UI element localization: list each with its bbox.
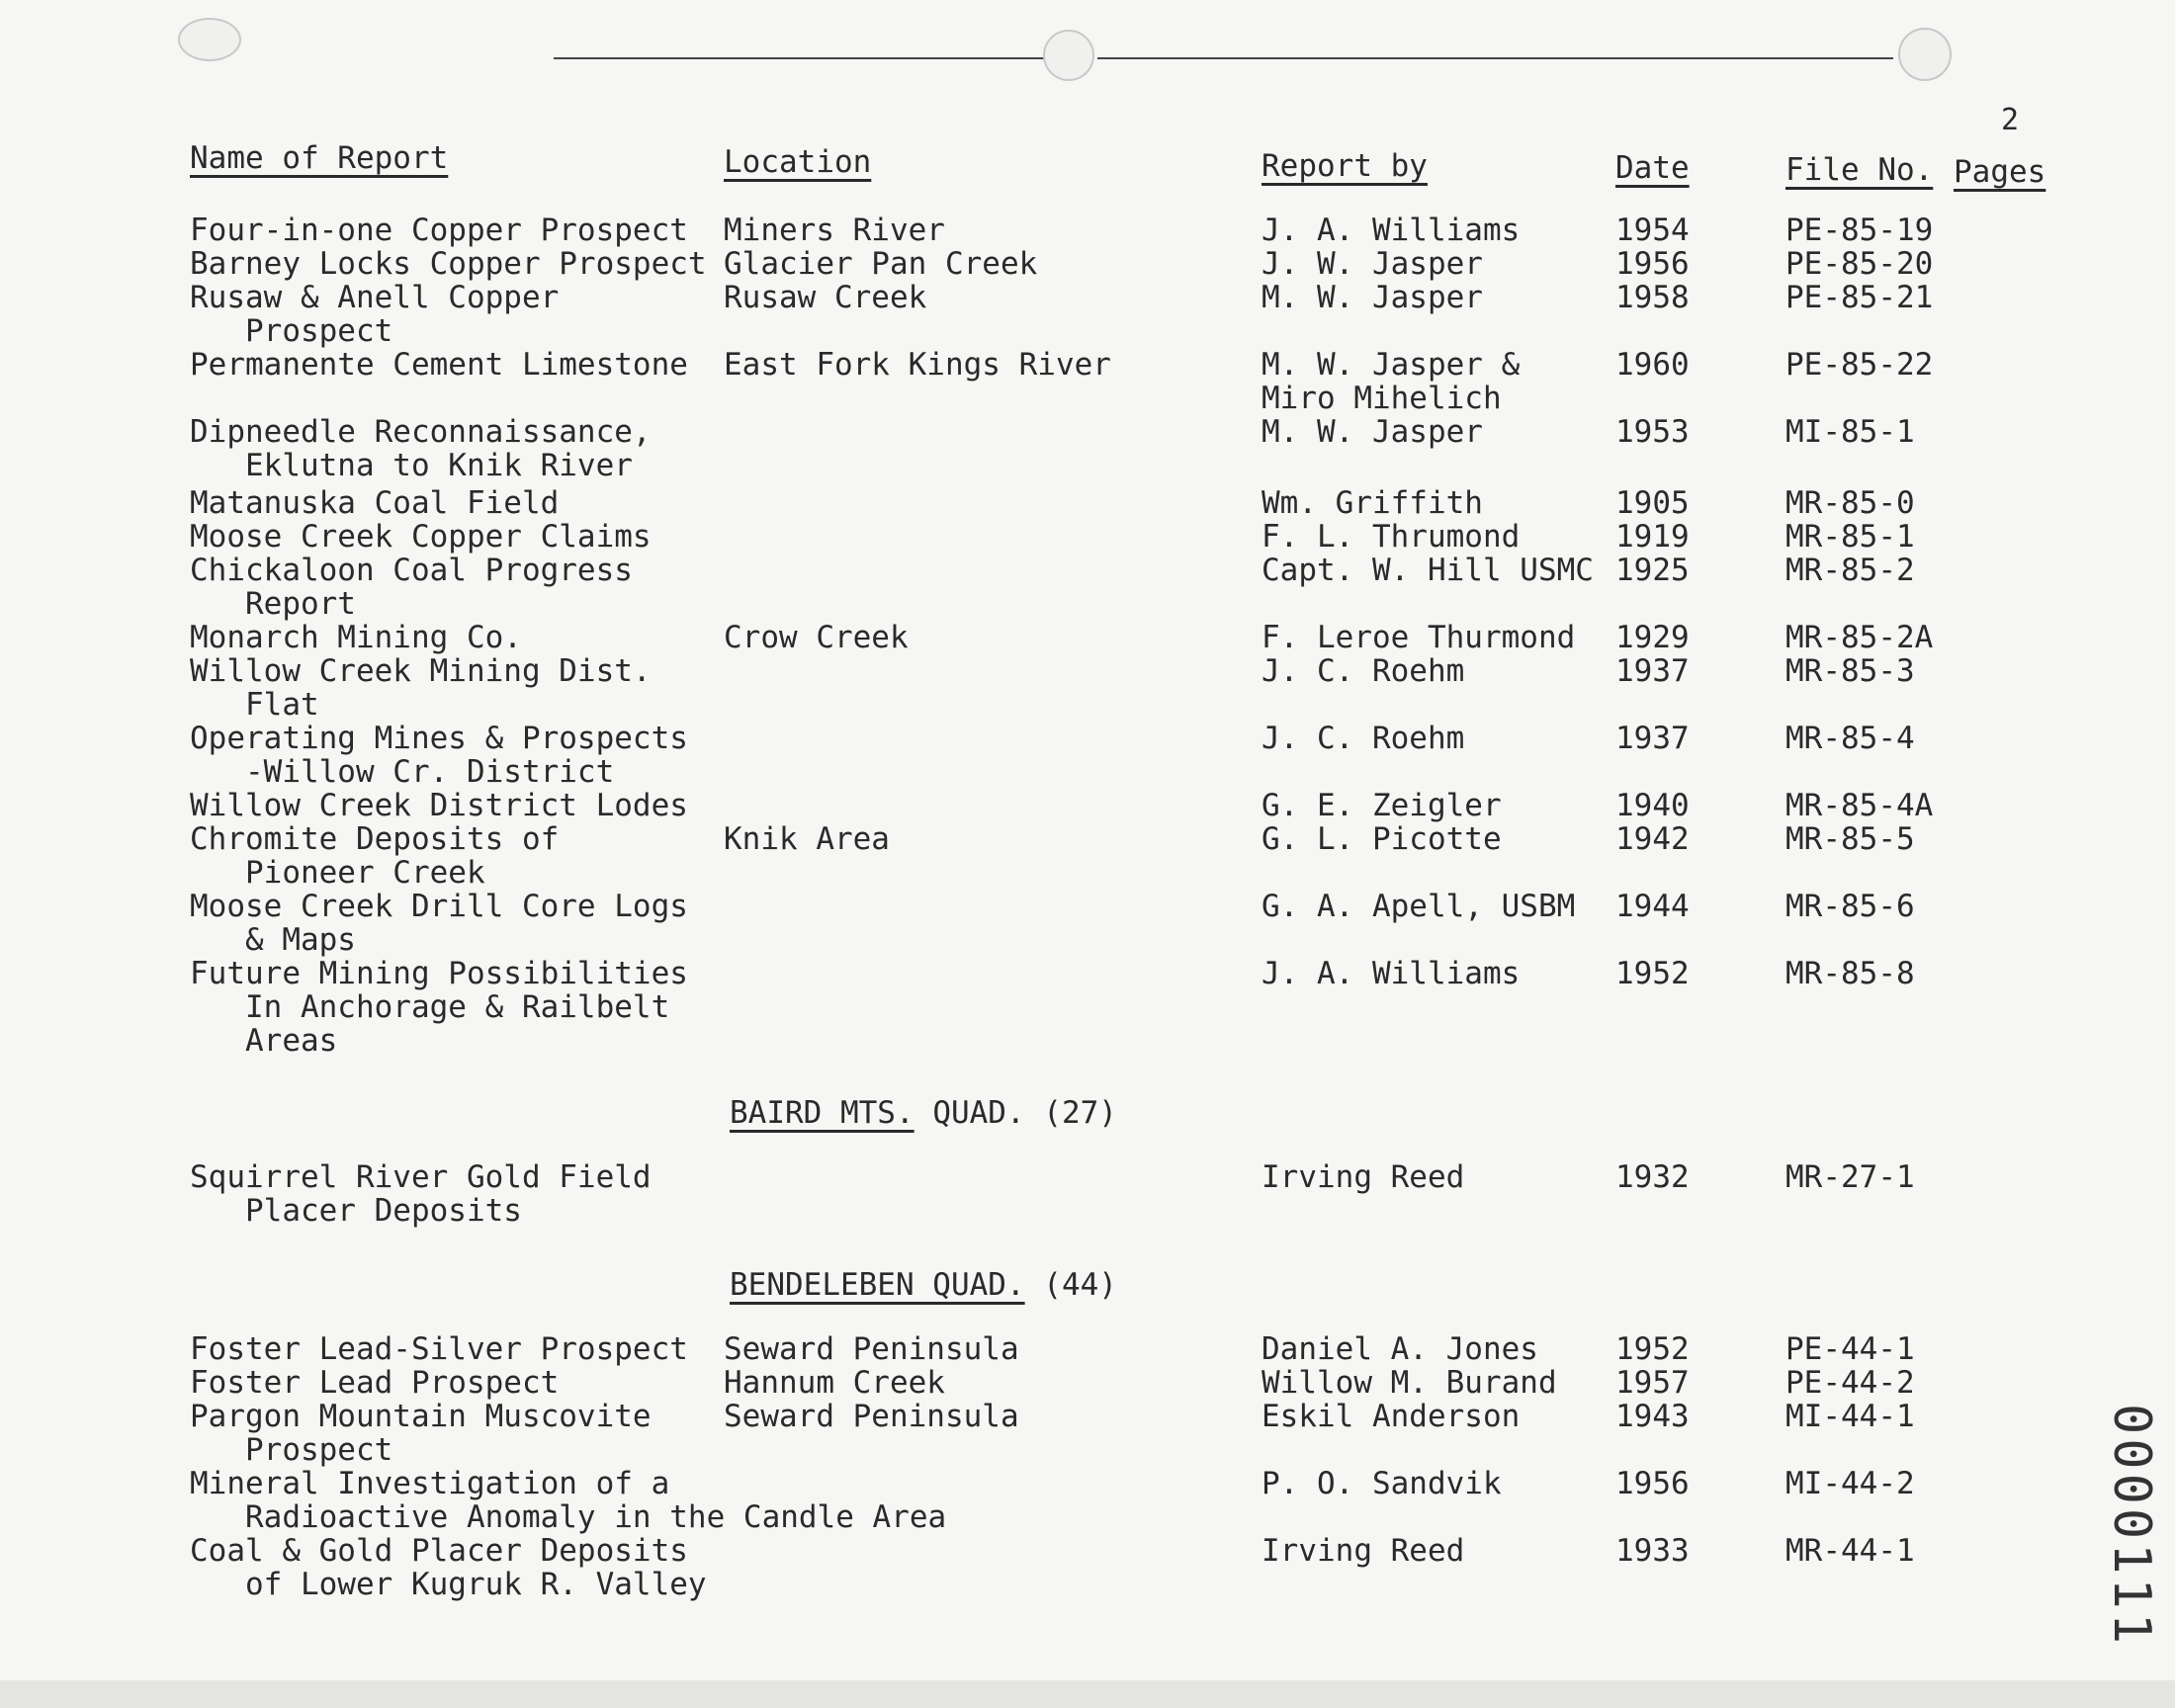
top-rule-right xyxy=(1097,57,1893,59)
report-name: Moose Creek Drill Core Logs & Maps xyxy=(190,889,688,958)
col-header-pages: Pages xyxy=(1954,154,2046,190)
report-author: Daniel A. Jones xyxy=(1262,1331,1538,1367)
report-name: Foster Lead-Silver Prospect xyxy=(190,1331,688,1367)
report-file-no: MR-85-5 xyxy=(1785,821,1915,857)
report-name: Pargon Mountain Muscovite Prospect xyxy=(190,1399,652,1468)
report-name: Chromite Deposits of Pioneer Creek xyxy=(190,821,560,891)
section-title: BENDELEBEN QUAD. xyxy=(730,1267,1025,1303)
report-file-no: PE-44-2 xyxy=(1785,1365,1915,1401)
report-date: 1958 xyxy=(1615,280,1690,315)
report-date: 1960 xyxy=(1615,347,1690,383)
report-date: 1929 xyxy=(1615,620,1690,655)
report-file-no: MR-85-4 xyxy=(1785,721,1915,756)
section-suffix: QUAD. (27) xyxy=(932,1095,1117,1131)
report-file-no: MI-44-2 xyxy=(1785,1466,1915,1501)
report-file-no: MR-85-0 xyxy=(1785,485,1915,521)
punch-hole xyxy=(1898,28,1952,81)
report-date: 1952 xyxy=(1615,956,1690,991)
report-author: M. W. Jasper xyxy=(1262,280,1483,315)
report-name: Four-in-one Copper Prospect xyxy=(190,213,688,248)
report-file-no: MR-85-2A xyxy=(1785,620,1934,655)
report-name: Permanente Cement Limestone xyxy=(190,347,688,383)
page-number: 2 xyxy=(2001,103,2020,137)
report-author: Eskil Anderson xyxy=(1262,1399,1521,1434)
report-file-no: MR-85-6 xyxy=(1785,889,1915,924)
report-file-no: PE-85-21 xyxy=(1785,280,1934,315)
section-suffix: (44) xyxy=(1043,1267,1117,1303)
report-name: Dipneedle Reconnaissance, Eklutna to Knik River xyxy=(190,414,652,483)
report-author: J. W. Jasper xyxy=(1262,246,1483,282)
report-location: East Fork Kings River xyxy=(724,347,1111,383)
report-file-no: PE-85-22 xyxy=(1785,347,1934,383)
report-file-no: MR-85-1 xyxy=(1785,519,1915,555)
col-header-location: Location xyxy=(724,144,872,180)
report-date: 1933 xyxy=(1615,1533,1690,1569)
report-name: Moose Creek Copper Claims xyxy=(190,519,652,555)
report-date: 1942 xyxy=(1615,821,1690,857)
section-title: BAIRD MTS. xyxy=(730,1095,914,1131)
report-location: Rusaw Creek xyxy=(724,280,927,315)
report-file-no: MR-85-3 xyxy=(1785,653,1915,689)
report-file-no: MI-44-1 xyxy=(1785,1399,1915,1434)
top-rule-left xyxy=(554,57,1048,59)
report-name: Chickaloon Coal Progress Report xyxy=(190,553,633,622)
report-author: F. L. Thrumond xyxy=(1262,519,1521,555)
side-stamp: 0000111 xyxy=(2102,1404,2161,1649)
report-file-no: MR-85-4A xyxy=(1785,788,1934,823)
punch-hole xyxy=(1043,30,1094,81)
report-date: 1925 xyxy=(1615,553,1690,588)
section-heading-baird xyxy=(730,1095,1117,1131)
report-file-no: PE-85-20 xyxy=(1785,246,1934,282)
report-author: F. Leroe Thurmond xyxy=(1262,620,1576,655)
report-name: Barney Locks Copper Prospect xyxy=(190,246,707,282)
report-file-no: MI-85-1 xyxy=(1785,414,1915,450)
report-location: Hannum Creek xyxy=(724,1365,945,1401)
report-date: 1932 xyxy=(1615,1159,1690,1195)
report-author: Capt. W. Hill USMC xyxy=(1262,553,1594,588)
report-author: Irving Reed xyxy=(1262,1533,1465,1569)
report-file-no: MR-27-1 xyxy=(1785,1159,1915,1195)
report-file-no: MR-44-1 xyxy=(1785,1533,1915,1569)
report-author: M. W. Jasper xyxy=(1262,414,1483,450)
col-header-name: Name of Report xyxy=(190,140,449,176)
report-author: G. L. Picotte xyxy=(1262,821,1502,857)
report-location: Knik Area xyxy=(724,821,890,857)
report-date: 1953 xyxy=(1615,414,1690,450)
col-header-report-by: Report by xyxy=(1262,148,1428,184)
section-heading-bendeleben xyxy=(730,1267,1117,1303)
report-date: 1943 xyxy=(1615,1399,1690,1434)
report-date: 1940 xyxy=(1615,788,1690,823)
report-date: 1905 xyxy=(1615,485,1690,521)
report-date: 1957 xyxy=(1615,1365,1690,1401)
report-author: J. C. Roehm xyxy=(1262,653,1465,689)
report-name: Foster Lead Prospect xyxy=(190,1365,560,1401)
report-name: Rusaw & Anell Copper Prospect xyxy=(190,280,560,349)
report-author: J. A. Williams xyxy=(1262,213,1521,248)
report-name: Mineral Investigation of a Radioactive Anomaly in the Candle Area xyxy=(190,1466,947,1535)
report-name: Operating Mines & Prospects -Willow Cr. District xyxy=(190,721,688,790)
report-name: Monarch Mining Co. xyxy=(190,620,522,655)
report-name: Matanuska Coal Field xyxy=(190,485,560,521)
report-file-no: MR-85-8 xyxy=(1785,956,1915,991)
report-author: J. A. Williams xyxy=(1262,956,1521,991)
report-author: M. W. Jasper & Miro Mihelich xyxy=(1262,347,1521,416)
report-file-no: PE-85-19 xyxy=(1785,213,1934,248)
report-date: 1937 xyxy=(1615,653,1690,689)
report-author: J. C. Roehm xyxy=(1262,721,1465,756)
report-date: 1952 xyxy=(1615,1331,1690,1367)
report-location: Seward Peninsula xyxy=(724,1331,1019,1367)
report-date: 1954 xyxy=(1615,213,1690,248)
report-author: G. E. Zeigler xyxy=(1262,788,1502,823)
report-name: Willow Creek Mining Dist. Flat xyxy=(190,653,652,723)
report-author: Wm. Griffith xyxy=(1262,485,1483,521)
report-location: Glacier Pan Creek xyxy=(724,246,1038,282)
report-date: 1956 xyxy=(1615,1466,1690,1501)
report-location: Seward Peninsula xyxy=(724,1399,1019,1434)
report-name: Willow Creek District Lodes xyxy=(190,788,688,823)
report-name: Coal & Gold Placer Deposits of Lower Kugruk R. Valley xyxy=(190,1533,707,1602)
report-author: Willow M. Burand xyxy=(1262,1365,1557,1401)
col-header-file-no: File No. xyxy=(1785,152,1934,188)
report-author: G. A. Apell, USBM xyxy=(1262,889,1576,924)
report-file-no: MR-85-2 xyxy=(1785,553,1915,588)
punch-hole xyxy=(178,18,241,61)
report-date: 1944 xyxy=(1615,889,1690,924)
report-file-no: PE-44-1 xyxy=(1785,1331,1915,1367)
report-author: Irving Reed xyxy=(1262,1159,1465,1195)
col-header-date: Date xyxy=(1615,150,1690,186)
report-author: P. O. Sandvik xyxy=(1262,1466,1502,1501)
report-date: 1919 xyxy=(1615,519,1690,555)
report-name: Future Mining Possibilities In Anchorage & Railbelt Areas xyxy=(190,956,688,1059)
report-location: Miners River xyxy=(724,213,945,248)
report-name: Squirrel River Gold Field Placer Deposits xyxy=(190,1159,652,1229)
report-date: 1956 xyxy=(1615,246,1690,282)
report-date: 1937 xyxy=(1615,721,1690,756)
report-location: Crow Creek xyxy=(724,620,909,655)
